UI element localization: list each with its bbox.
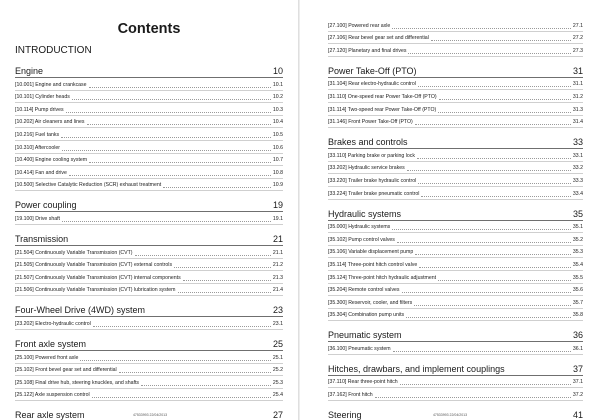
leader-dots [183,280,271,281]
toc-entry-page: 21.3 [272,274,283,281]
toc-entry-page: 10.5 [272,131,283,138]
toc-entry[interactable] [328,174,583,187]
toc-section-page: 21 [272,233,283,244]
toc-entry-title: [35.304] Combination pump units [328,312,405,319]
leader-dots [414,305,571,306]
toc-entry[interactable] [15,91,283,104]
leader-dots [87,124,271,125]
toc-section[interactable] [328,207,583,221]
toc-section-page: 41 [572,410,583,420]
leader-dots [89,162,271,163]
toc-section[interactable] [15,232,283,246]
toc-section-page: 35 [572,208,583,219]
toc-entry[interactable] [328,388,583,401]
leader-dots [135,255,271,256]
leader-dots [415,124,571,125]
toc-entry-title: [33.220] Trailer brake hydraulic control [328,177,417,184]
leader-dots [402,292,571,293]
leader-dots [418,183,571,184]
leader-dots [178,292,271,293]
toc-entry-title: [19.100] Drive shaft [15,215,60,222]
contents-title: Contents [117,21,181,37]
toc-section-title: Rear axle system [15,410,85,420]
toc-entry[interactable] [15,271,283,284]
toc-section-title: Hydraulic systems [328,208,402,219]
toc-entry[interactable] [15,116,283,129]
toc-entry[interactable] [328,221,583,234]
toc-entry-page: 35.7 [572,299,583,306]
toc-entry[interactable] [328,271,583,284]
toc-entry-page: 27.3 [572,47,583,54]
leader-dots [80,360,270,361]
toc-entry[interactable] [328,187,583,200]
toc-entry[interactable] [15,364,283,377]
toc-entry-page: 25.4 [272,392,283,399]
toc-entry[interactable] [15,179,283,192]
leader-dots [417,158,571,159]
toc-entry[interactable] [328,233,583,246]
leader-dots [438,280,571,281]
toc-entry-title: [37.162] Front hitch [328,392,373,399]
toc-entry-page: 33.2 [572,165,583,172]
introduction-heading[interactable]: INTRODUCTION [15,45,92,56]
toc-entry[interactable] [328,103,583,116]
toc-entry[interactable] [15,246,283,259]
toc-section-page: 27 [272,410,283,420]
toc-entry[interactable] [328,149,583,162]
toc-entry-title: [35.114] Three-point hitch control valve [328,261,418,268]
toc-entry-page: 10.7 [272,157,283,164]
toc-entry-title: [10.101] Cylinder heads [15,94,70,101]
leader-dots [72,99,271,100]
toc-entry-title: [35.000] Hydraulic systems [328,224,391,231]
toc-section[interactable] [15,198,283,212]
toc-entry[interactable] [328,44,583,57]
toc-section[interactable] [328,64,583,78]
toc-entry[interactable] [328,284,583,297]
toc-entry[interactable] [15,141,283,154]
toc-entry-title: [27.100] Powered rear axle [328,22,391,29]
leader-dots [174,267,271,268]
toc-continued-entries [328,19,583,57]
toc-entry-page: 25.3 [272,379,283,386]
toc-entry-page: 31.2 [572,93,583,100]
toc-entry-page: 31.3 [572,106,583,113]
toc-entry-title: [25.102] Front bevel gear set and differential [15,367,117,374]
toc-entry[interactable] [15,212,283,225]
toc-section-page: 36 [572,330,583,341]
toc-entry[interactable] [15,128,283,141]
toc-section-page: 10 [272,66,283,76]
leader-dots [119,372,271,373]
toc-entry[interactable] [328,342,583,355]
toc-entry-page: 23.1 [272,320,283,327]
toc-entry[interactable] [328,296,583,309]
toc-entry-title: [25.108] Final drive hub, steering knuckles, and shafts [15,379,139,386]
toc-entry-title: [10.114] Pump drives [15,106,64,113]
toc-entry-page: 10.4 [272,119,283,126]
toc-entry[interactable] [328,162,583,175]
toc-entry-title: [21.506] Continuously Variable Transmission (CVT) lubrication system [15,287,176,294]
toc-entry[interactable] [15,389,283,402]
leader-dots [397,242,571,243]
toc-entry-title: [21.504] Continuously Variable Transmission (CVT) [15,249,133,256]
toc-entry-title: [35.300] Reservoir, cooler, and filters [328,299,413,306]
toc-section-title: Steering [328,410,362,420]
toc-entry-page: 37.2 [572,392,583,399]
toc-entry-title: [10.400] Engine cooling system [15,157,88,164]
toc-entry-title: [37.110] Rear three-point hitch [328,379,398,386]
toc-entry-page: 35.4 [572,261,583,268]
leader-dots [66,112,271,113]
leader-dots [393,351,571,352]
toc-entry-title: [36.100] Pneumatic system [328,345,391,352]
toc-entry[interactable] [15,376,283,389]
toc-section-title: Brakes and controls [328,137,408,148]
toc-entry-page: 10.6 [272,144,283,151]
toc-entry-title: [25.100] Powered front axle [15,354,79,361]
toc-section[interactable] [15,64,283,78]
toc-entry-page: 21.2 [272,262,283,269]
toc-section-title: Front axle system [15,338,87,349]
toc-entry-page: 35.1 [572,224,583,231]
toc-entry-title: [27.106] Rear bevel gear set and differential [328,35,429,42]
toc-entry-title: [10.202] Air cleaners and lines [15,119,85,126]
toc-entry-title: [21.505] Continuously Variable Transmission (CVT) external controls [15,262,173,269]
leader-dots [415,254,571,255]
leader-dots [406,317,571,318]
toc-section[interactable] [328,328,583,342]
toc-entry-page: 10.3 [272,106,283,113]
toc-entry-page: 10.9 [272,182,283,189]
toc-entry-page: 21.4 [272,287,283,294]
toc-entry-title: [33.110] Parking brake or parking lock [328,152,415,159]
leader-dots [421,196,570,197]
toc-entry[interactable] [15,351,283,364]
leader-dots [163,187,271,188]
leader-dots [392,229,571,230]
toc-section-page: 23 [272,305,283,316]
toc-entry-page: 21.1 [272,249,283,256]
toc-entry-title: [33.224] Trailer brake pneumatic control [328,190,420,197]
leader-dots [439,99,571,100]
leader-dots [69,175,271,176]
toc-section[interactable] [15,337,283,351]
toc-entry-title: [35.102] Pump control valves [328,236,395,243]
page-footer: 47533993 22/04/2013 [432,413,468,417]
toc-section-title: Engine [15,66,44,76]
toc-entry-page: 31.1 [572,81,583,88]
toc-entry-page: 10.1 [272,81,283,88]
leader-dots [61,137,271,138]
toc-entry-title: [10.414] Fan and drive [15,169,67,176]
toc-section-title: Power Take-Off (PTO) [328,65,417,76]
leader-dots [141,385,271,386]
toc-entry-page: 25.1 [272,354,283,361]
toc-entry[interactable] [328,376,583,389]
leader-dots [438,112,571,113]
toc-entry-page: 33.1 [572,152,583,159]
toc-entry-title: [31.110] One-speed rear Power Take-Off (PTO) [328,93,437,100]
toc-entry-title: [31.104] Rear electro-hydraulic control [328,81,416,88]
toc-entry[interactable] [15,78,283,91]
leader-dots [400,384,571,385]
toc-entry-title: [35.106] Variable displacement pump [328,249,414,256]
leader-dots [392,28,571,29]
toc-section-title: Pneumatic system [328,330,402,341]
toc-entry-title: [35.124] Three-point hitch hydraulic adjustment [328,274,437,281]
leader-dots [407,170,571,171]
leader-dots [93,326,271,327]
toc-entry[interactable] [15,284,283,297]
toc-section-page: 33 [572,137,583,148]
toc-entry-page: 35.5 [572,274,583,281]
toc-entry[interactable] [328,246,583,259]
toc-list [15,64,283,420]
right-page [300,0,600,420]
toc-entry[interactable] [15,103,283,116]
toc-section-page: 25 [272,338,283,349]
toc-entry-title: [31.114] Two-speed rear Power Take-Off (PTO) [328,106,437,113]
toc-section-title: Hitches, drawbars, and implement couplings [328,363,505,374]
toc-entry[interactable] [328,32,583,45]
toc-entry-page: 35.6 [572,287,583,294]
toc-section-title: Transmission [15,233,69,244]
toc-section-page: 19 [272,200,283,211]
toc-entry-page: 36.1 [572,345,583,352]
toc-entry-page: 10.8 [272,169,283,176]
toc-entry-title: [10.001] Engine and crankcase [15,81,87,88]
leader-dots [375,397,571,398]
toc-section-title: Power coupling [15,200,77,211]
toc-entry-title: [35.204] Remote control valves [328,287,400,294]
leader-dots [62,150,271,151]
toc-entry-page: 31.4 [572,119,583,126]
toc-entry-title: [33.202] Hydraulic service brakes [328,165,405,172]
toc-entry-page: 25.2 [272,367,283,374]
toc-entry-title: [10.500] Selective Catalytic Reduction (SCR) exhaust treatment [15,182,162,189]
toc-section[interactable] [328,362,583,376]
toc-entry-page: 35.8 [572,312,583,319]
toc-list [328,64,583,420]
leader-dots [431,40,571,41]
toc-entry-page: 33.4 [572,190,583,197]
leader-dots [418,86,571,87]
toc-section-page: 37 [572,363,583,374]
toc-entry-title: [23.202] Electro-hydraulic control [15,320,91,327]
toc-entry-title: [25.122] Axle suspension control [15,392,90,399]
leader-dots [408,53,570,54]
toc-entry-title: [21.507] Continuously Variable Transmission (CVT) internal components [15,274,181,281]
toc-entry-title: [10.216] Fuel tanks [15,131,60,138]
toc-entry[interactable] [328,78,583,91]
toc-entry-page: 27.1 [572,22,583,29]
toc-section-page: 31 [572,65,583,76]
toc-entry-page: 35.2 [572,236,583,243]
toc-section[interactable] [328,135,583,149]
leader-dots [89,87,271,88]
leader-dots [419,267,571,268]
toc-entry-page: 35.3 [572,249,583,256]
toc-entry-page: 10.2 [272,94,283,101]
toc-entry[interactable] [328,90,583,103]
leader-dots [62,221,271,222]
toc-entry[interactable] [328,116,583,129]
toc-entry-page: 19.1 [272,215,283,222]
toc-section-title: Four-Wheel Drive (4WD) system [15,305,146,316]
toc-entry[interactable] [328,19,583,32]
toc-entry-page: 37.1 [572,379,583,386]
toc-entry-page: 27.2 [572,35,583,42]
leader-dots [92,397,271,398]
toc-entry[interactable] [15,166,283,179]
toc-entry[interactable] [328,258,583,271]
toc-entry-title: [31.146] Front Power Take-Off (PTO) [328,119,413,126]
toc-entry[interactable] [328,309,583,322]
toc-entry-title: [27.120] Planetary and final drives [328,47,407,54]
toc-section[interactable] [15,303,283,317]
toc-entry-title: [10.310] Aftercooler [15,144,60,151]
toc-entry[interactable] [15,317,283,330]
toc-entry-page: 33.3 [572,177,583,184]
toc-entry[interactable] [15,154,283,167]
toc-entry[interactable] [15,259,283,272]
page-footer: 47533993 22/04/2013 [132,413,168,417]
